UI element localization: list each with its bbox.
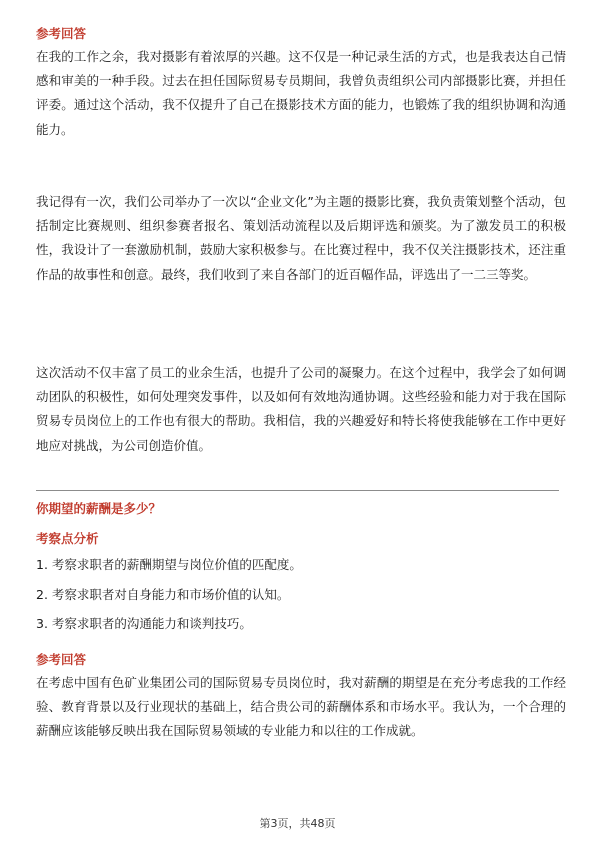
salary-answer-paragraph: 在考虑中国有色矿业集团公司的国际贸易专员岗位时，我对薪酬的期望是在充分考虑我的工作经验、教育背景以及行业现状的基础上，结合贵公司的薪酬体系和市场水平。我认为，一个合理的薪酬应该能够反映出我在国际贸易领域的专业能力和以往的工作成就。 <box>36 675 566 739</box>
analysis-heading: 考察点分析 <box>36 531 99 546</box>
page-number: 第3页，共48页 <box>259 817 336 830</box>
answer-paragraph-3: 这次活动不仅丰富了员工的业余生活，也提升了公司的凝聚力。在这个过程中，我学会了如何调动团队的积极性，如何处理突发事件，以及如何有效地沟通协调。这些经验和能力对于我在国际贸易专员岗位上的工作也有很大的帮助。我相信，我的兴趣爱好和特长将使我能够在工作中更好地应对挑战，为公司创造价值。 <box>36 365 566 453</box>
reference-answer-heading: 参考回答 <box>36 26 87 41</box>
analysis-item-2: 2. 考察求职者对自身能力和市场价值的认知。 <box>36 587 290 602</box>
analysis-item-3: 3. 考察求职者的沟通能力和谈判技巧。 <box>36 616 252 631</box>
analysis-item-1: 1. 考察求职者的薪酬期望与岗位价值的匹配度。 <box>36 557 302 572</box>
reference-answer-heading-2: 参考回答 <box>36 652 87 667</box>
question-title: 你期望的薪酬是多少？ <box>36 501 162 516</box>
answer-paragraph-2: 我记得有一次，我们公司举办了一次以“企业文化”为主题的摄影比赛，我负责策划整个活动，包括制定比赛规则、组织参赛者报名、策划活动流程以及后期评选和颁奖。为了激发员工的积极性，我设计了一套激励机制，鼓励大家积极参与。在比赛过程中，我不仅关注摄影技术，还注重作品的故事性和创意。最终，我们收到了来自各部门的近百幅作品，评选出了一二三等奖。 <box>36 194 566 282</box>
answer-paragraph-1: 在我的工作之余，我对摄影有着浓厚的兴趣。这不仅是一种记录生活的方式，也是我表达自己情感和审美的一种手段。过去在担任国际贸易专员期间，我曾负责组织公司内部摄影比赛，并担任评委。通过这个活动，我不仅提升了自己在摄影技术方面的能力，也锻炼了我的组织协调和沟通能力。 <box>36 49 566 137</box>
section-divider <box>36 490 559 491</box>
